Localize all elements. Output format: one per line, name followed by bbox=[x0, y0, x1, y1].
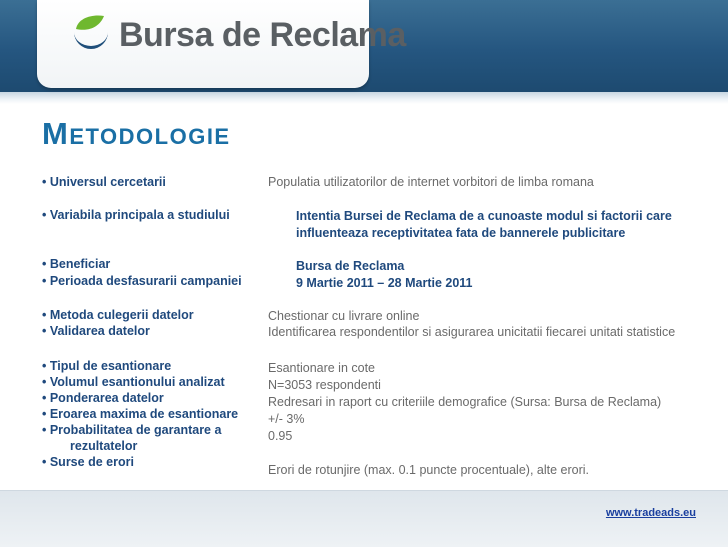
row-label: • Metoda culegerii datelor bbox=[42, 308, 194, 322]
row-label: • Beneficiar bbox=[42, 257, 111, 271]
row-label: • Tipul de esantionare bbox=[42, 359, 172, 373]
row-value: Esantionare in cote bbox=[268, 361, 376, 375]
page-title: Metodologie bbox=[42, 116, 231, 151]
row-label: rezultatelor bbox=[70, 439, 138, 453]
row-label: • Probabilitatea de garantare a bbox=[42, 423, 222, 437]
row-value: Chestionar cu livrare online bbox=[268, 309, 420, 323]
row-value: N=3053 respondenti bbox=[268, 378, 381, 392]
footer-link[interactable]: www.tradeads.eu bbox=[605, 507, 696, 519]
row-label: • Universul cercetarii bbox=[42, 175, 166, 189]
row-value: Populatia utilizatorilor de internet vorbitori de limba romana bbox=[268, 175, 594, 189]
row-value: Intentia Bursei de Reclama de a cunoaste modul si factorii care bbox=[296, 209, 672, 223]
row-label: • Perioada desfasurarii campaniei bbox=[42, 274, 242, 288]
row-value: Redresari in raport cu criteriile demografice (Sursa: Bursa de Reclama) bbox=[268, 395, 662, 409]
row-value: 0.95 bbox=[268, 429, 293, 443]
row-label: • Eroarea maxima de esantionare bbox=[42, 407, 239, 421]
row-value: influenteaza receptivitatea fata de bannerele publicitare bbox=[296, 226, 626, 240]
row-value: +/- 3% bbox=[268, 412, 305, 426]
row-value: 9 Martie 2011 – 28 Martie 2011 bbox=[296, 276, 473, 290]
logo-text: Bursa de Reclama bbox=[119, 16, 406, 54]
row-label: • Ponderarea datelor bbox=[42, 391, 164, 405]
row-value: Erori de rotunjire (max. 0.1 puncte procentuale), alte erori. bbox=[268, 463, 589, 477]
row-label: • Validarea datelor bbox=[42, 324, 150, 338]
row-label: • Surse de erori bbox=[42, 455, 134, 469]
logo-tab bbox=[37, 0, 406, 88]
row-label: • Variabila principala a studiului bbox=[42, 208, 230, 222]
row-value: Identificarea respondentilor si asigurarea unicitatii fiecarei unitati statistice bbox=[268, 325, 676, 339]
leaf-globe-icon bbox=[70, 12, 112, 52]
header-band-edge bbox=[0, 92, 728, 104]
row-label: • Volumul esantionului analizat bbox=[42, 375, 225, 389]
row-value: Bursa de Reclama bbox=[296, 259, 405, 273]
